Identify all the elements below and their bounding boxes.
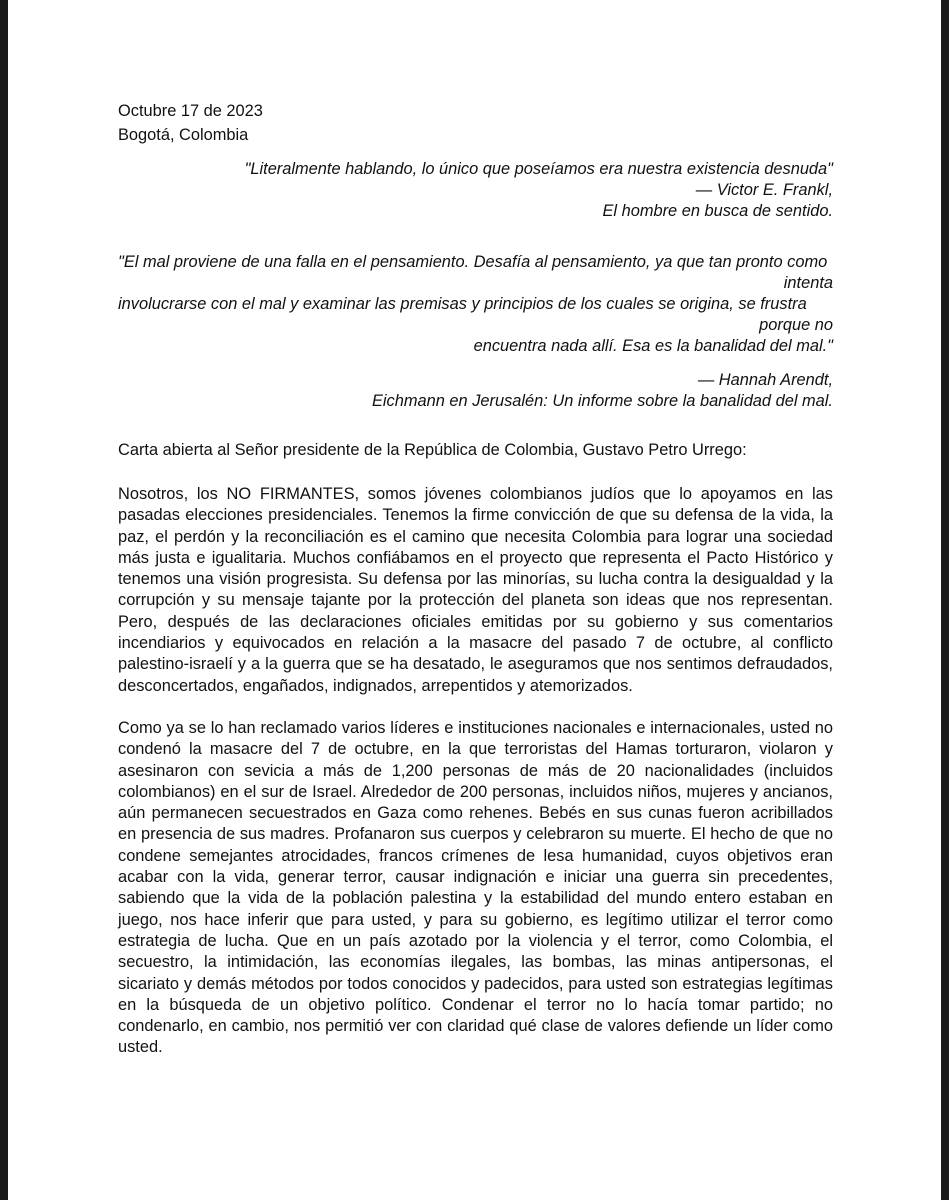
- right-border: [941, 0, 949, 1200]
- quote-text: "Literalmente hablando, lo único que poseíamos era nuestra existencia desnuda": [244, 160, 833, 178]
- quote-source: El hombre en busca de sentido.: [602, 202, 833, 220]
- quote-author: — Hannah Arendt,: [697, 371, 833, 389]
- quote-source: Eichmann en Jerusalén: Un informe sobre la banalidad del mal.: [371, 392, 833, 410]
- left-border: [0, 0, 8, 1200]
- body-paragraph: Como ya se lo han reclamado varios líderes e instituciones nacionales e internacionales, usted no condenó la masacre del 7 de octubre, en la que terroristas del Hamas torturaron, violaron y asesinaron con sevicia a más de 1,200 personas de más de 20 nacionalidades (incluidos colombianos) en el sur de Israel. Alrededor de 200 personas, incluidos niños, mujeres y ancianos, aún permanecen secuestrados en Gaza como rehenes. Bebés en sus cunas fueron acribillados en presencia de sus madres. Profanaron sus cuerpos y celebraron su muerte. El hecho de que no condene semejantes atrocidades, francos crímenes de lesa humanidad, cuyos objetivos eran acabar con la vida, generar terror, causar indignación e iniciar una guerra sin precedentes, sabiendo que la vida de la población palestina y la estabilidad del mundo entero estaban en juego, nos hace inferir que para usted, y para su gobierno, es legítimo utilizar el terror como estrategia de lucha. Que en un país azotado por la violencia y el terror, como Colombia, el secuestro, la intimidación, las economías ilegales, las bombas, las minas antipersonas, el sicariato y demás métodos por todos conocidos y padecidos, para usted son estrategias legítimas en la búsqueda de un objetivo político. Condenar el terror no lo hacía tomar partido; no condenarlo, en cambio, nos permitió ver con claridad qué clase de valores defiende un líder como usted.: [118, 718, 833, 1057]
- date-place-block: [118, 99, 833, 147]
- quote-author: — Victor E. Frankl,: [695, 181, 833, 199]
- epigraph-frankl: [118, 159, 833, 222]
- letter-salutation: Carta abierta al Señor presidente de la República de Colombia, Gustavo Petro Urrego:: [118, 441, 747, 459]
- epigraph-arendt: [118, 252, 833, 412]
- quote-line: "El mal proviene de una falla en el pensamiento. Desafía al pensamiento, ya que tan pronto como intenta: [118, 253, 833, 292]
- quote-line: encuentra nada allí. Esa es la banalidad del mal.": [473, 337, 833, 355]
- body-paragraph: Nosotros, los NO FIRMANTES, somos jóvenes colombianos judíos que lo apoyamos en las pasadas elecciones presidenciales. Tenemos la firme convicción de que su defensa de la vida, la paz, el perdón y la reconciliación es el camino que necesita Colombia para lograr una sociedad más justa e igualitaria. Muchos confiábamos en el proyecto que representa el Pacto Histórico y tenemos una visión progresista. Su defensa por las minorías, su lucha contra la desigualdad y la corrupción y su mensaje tajante por la protección del planeta son ideas que nos representan. Pero, después de las declaraciones oficiales emitidas por su gobierno y sus comentarios incendiarios y equivocados en relación a la masacre del pasado 7 de octubre, al conflicto palestino-israelí y a la guerra que se ha desatado, le aseguramos que nos sentimos defraudados, desconcertados, engañados, indignados, arrepentidos y atemorizados.: [118, 485, 833, 695]
- letter-date: Octubre 17 de 2023: [118, 102, 263, 120]
- letter-page: [118, 99, 833, 1075]
- quote-line: involucrarse con el mal y examinar las premisas y principios de los cuales se origina, se frustra porque no: [118, 295, 833, 334]
- letter-place: Bogotá, Colombia: [118, 126, 249, 144]
